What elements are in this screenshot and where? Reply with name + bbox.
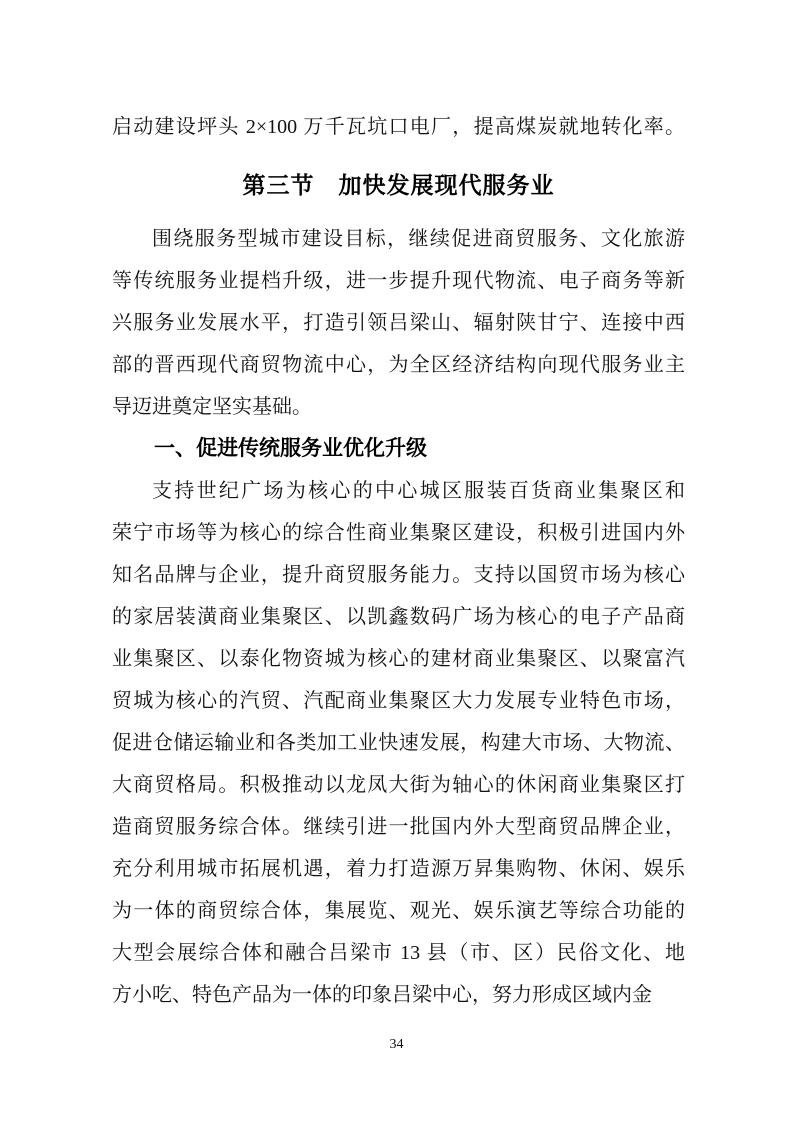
paragraph-continuation	[112, 106, 685, 148]
text-line: 促进仓储运输业和各类加工业快速发展，构建大市场、大物流、	[112, 732, 685, 754]
text-line: 知名品牌与企业，提升商贸服务能力。支持以国贸市场为核心	[112, 564, 685, 586]
intro-paragraph	[112, 218, 685, 428]
text-line: 大型会展综合体和融合吕梁市 13 县（市、区）民俗文化、地	[112, 942, 685, 964]
body-paragraph	[112, 470, 685, 1016]
text-line: 造商贸服务综合体。继续引进一批国内外大型商贸品牌企业，	[112, 816, 685, 838]
text-line: 贸城为核心的汽贸、汽配商业集聚区大力发展专业特色市场，	[112, 690, 685, 712]
section-heading: 第三节 加快发展现代服务业	[242, 173, 555, 198]
text-line: 方小吃、特色产品为一体的印象吕梁中心，努力形成区域内金	[112, 984, 652, 1006]
text-line: 部的晋西现代商贸物流中心，为全区经济结构向现代服务业主	[112, 354, 685, 376]
text-line: 为一体的商贸综合体，集展览、观光、娱乐演艺等综合功能的	[112, 900, 685, 922]
text-line: 大商贸格局。积极推动以龙凤大街为轴心的休闲商业集聚区打	[112, 774, 685, 796]
continuation-line: 启动建设坪头 2×100 万千瓦坑口电厂，提高煤炭就地转化率。	[112, 116, 685, 138]
text-line: 的家居装潢商业集聚区、以凯鑫数码广场为核心的电子产品商	[112, 606, 685, 628]
text-line: 导迈进奠定坚实基础。	[112, 396, 312, 418]
text-line: 荣宁市场等为核心的综合性商业集聚区建设，积极引进国内外	[112, 522, 685, 544]
text-line: 兴服务业发展水平，打造引领吕梁山、辐射陕甘宁、连接中西	[112, 312, 685, 334]
subsection-heading: 一、促进传统服务业优化升级	[154, 437, 427, 460]
text-line: 等传统服务业提档升级，进一步提升现代物流、电子商务等新	[112, 270, 685, 292]
text-line: 支持世纪广场为核心的中心城区服装百货商业集聚区和	[152, 480, 685, 502]
text-line: 围绕服务型城市建设目标，继续促进商贸服务、文化旅游	[152, 228, 685, 250]
page-number: 34	[389, 1037, 404, 1052]
page-content	[112, 106, 685, 1016]
text-line: 充分利用城市拓展机遇，着力打造源万昇集购物、休闲、娱乐	[112, 858, 685, 880]
text-line: 业集聚区、以泰化物资城为核心的建材商业集聚区、以聚富汽	[112, 648, 685, 670]
